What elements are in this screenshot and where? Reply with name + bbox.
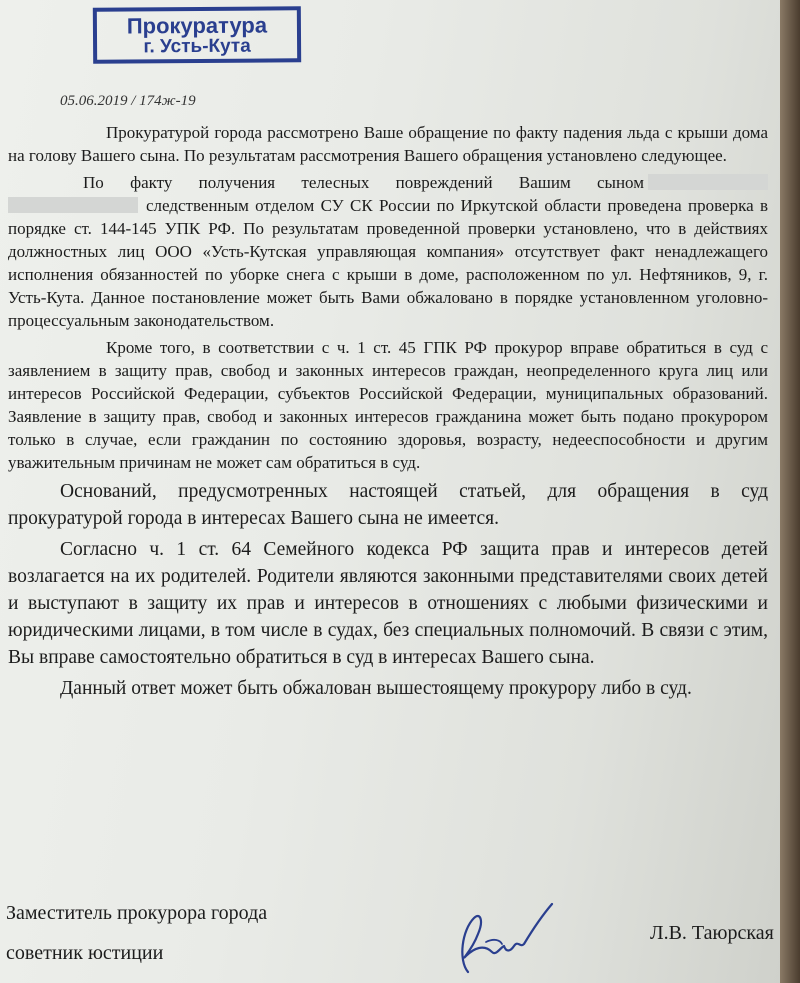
paragraph-5: Согласно ч. 1 ст. 64 Семейного кодекса РФ защита прав и интересов детей возлагается на их родителей. Родители являются законными представителями своих детей и выступают в защиту их прав и интересов в отношениях с любыми физическими и юридическими лицами, в том числе в судах, без специальных полномочий. В связи с этим, Вы вправе самостоятельно обратиться в суд в интересах Вашего сына. xyxy=(8,539,768,668)
reference-number: 05.06.2019 / 174ж-19 xyxy=(60,93,196,109)
paragraph-6: Данный ответ может быть обжалован вышестоящему прокурору либо в суд. xyxy=(60,678,692,699)
paragraph-1: Прокуратурой города рассмотрено Ваше обращение по факту падения льда с крыши дома на голову Вашего сына. По результатам рассмотрения Вашего обращения установлено следующее. xyxy=(8,123,768,165)
paragraph-3: Кроме того, в соответствии с ч. 1 ст. 45 ГПК РФ прокурор вправе обратиться в суд с заявлением в защиту прав, свобод и законных интересов граждан, неопределенного круга лиц или интересов Российской Федерации, субъектов Российской Федерации, муниципальных образований. Заявление в защиту прав, свобод и законных интересов гражданина может быть подано прокурором только в случае, если гражданин по состоянию здоровья, возрасту, недееспособности и другим уважительным причинам не может сам обратиться в суд. xyxy=(8,338,768,472)
signatory-position xyxy=(6,893,267,973)
signatory-name: Л.В. Таюрская xyxy=(650,922,774,944)
prosecutor-stamp xyxy=(93,6,301,63)
stamp-line-2: г. Усть-Кута xyxy=(143,35,251,58)
background-edge xyxy=(780,0,800,983)
paragraph-4: Оснований, предусмотренных настоящей статьей, для обращения в суд прокуратурой города в интересах Вашего сына не имеется. xyxy=(8,481,768,529)
redacted-name-block-2 xyxy=(8,197,138,213)
paragraph-2-start: По факту получения телесных повреждений Вашим сыном xyxy=(83,173,644,192)
position-line-2: советник юстиции xyxy=(6,942,164,964)
paragraph-2 xyxy=(8,171,768,332)
handwritten-signature xyxy=(440,890,560,980)
stamp-line-1: Прокуратура xyxy=(126,12,268,39)
position-line-1: Заместитель прокурора города xyxy=(6,902,268,924)
paragraph-2-rest: следственным отделом СУ СК России по Иркутской области проведена проверка в порядке ст. 144-145 УПК РФ. По результатам проведенной проверки установлено, что в действиях должностных лиц ООО «Усть-Кутская управляющая компания» отсутствует факт ненадлежащего исполнения обязанностей по уборке снега с крыши в доме, расположенном по ул. Нефтяников, 9, г. Усть-Кута. Данное постановление может быть Вами обжаловано в порядке установленном уголовно-процессуальным законодательством. xyxy=(8,196,768,330)
letter-body xyxy=(8,121,768,702)
redacted-name-block xyxy=(648,174,768,190)
